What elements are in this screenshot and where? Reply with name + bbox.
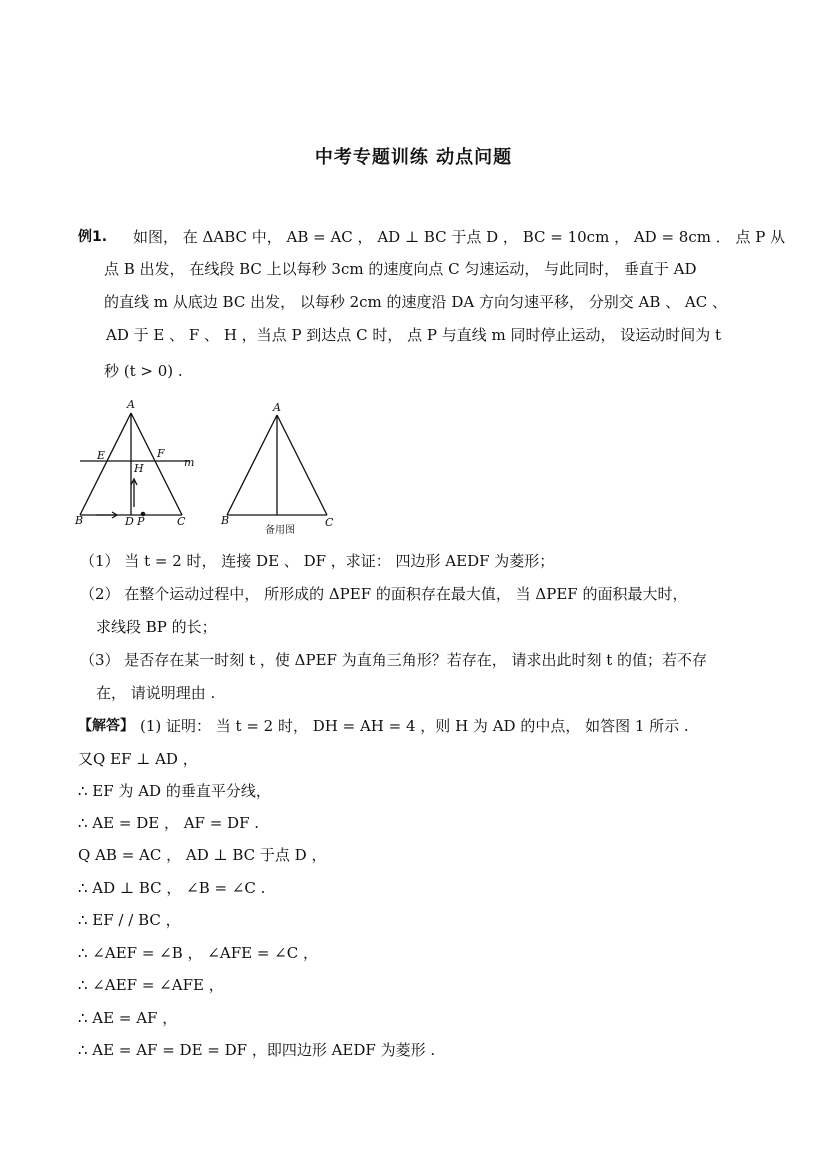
fig1-label-h: H [134, 462, 144, 475]
fig1-label-d: D [125, 515, 134, 528]
figure-1 [70, 395, 205, 530]
solution-line: ∴ AE = AF = DE = DF ，即四边形 AEDF 为菱形 . [78, 1041, 436, 1059]
question-3-cont: 在， 请说明理由 . [96, 684, 216, 702]
question-2: （2） 在整个运动过程中， 所形成的 ΔPEF 的面积存在最大值， 当 ΔPEF 的面积最大时， [80, 585, 688, 603]
problem-line-2: 点 B 出发， 在线段 BC 上以每秒 3cm 的速度向点 C 匀速运动， 与此同时， 垂直于 AD [104, 260, 697, 278]
page-title: 中考专题训练 动点问题 [314, 147, 513, 168]
solution-line: ∴ ∠AEF = ∠AFE ， [78, 976, 224, 994]
problem-line-4: AD 于 E 、 F 、 H ，当点 P 到达点 C 时， 点 P 与直线 m 同时停止运动， 设运动时间为 t [106, 326, 722, 344]
solution-label: 【解答】 [78, 718, 134, 734]
solution-line: ∴ AD ⊥ BC ， ∠B = ∠C . [78, 879, 266, 897]
fig2-caption: 备用图 [265, 525, 295, 536]
example-label: 例1. [78, 229, 108, 245]
problem-line-3: 的直线 m 从底边 BC 出发， 以每秒 2cm 的速度沿 DA 方向匀速平移， 分别交 AB 、 AC 、 [104, 293, 727, 311]
solution-line: ∴ ∠AEF = ∠B ， ∠AFE = ∠C ， [78, 944, 318, 962]
solution-line: ∴ AE = AF ， [78, 1009, 178, 1027]
fig1-label-b: B [75, 514, 84, 527]
figure-2 [215, 395, 345, 540]
question-3: （3） 是否存在某一时刻 t ，使 ΔPEF 为直角三角形？若存在， 请求出此时刻 t 的值；若不存 [80, 651, 708, 669]
fig1-label-a: A [127, 398, 135, 411]
solution-line: ∴ EF / / BC ， [78, 911, 181, 929]
question-2-cont: 求线段 BP 的长； [96, 618, 217, 636]
fig1-label-m: m [184, 456, 195, 469]
fig1-label-c: C [177, 515, 186, 528]
solution-line: ∴ AE = DE ， AF = DF . [78, 814, 260, 832]
fig2-label-c: C [325, 516, 334, 529]
solution-line: 又Q EF ⊥ AD ， [78, 750, 198, 768]
fig2-label-a: A [273, 401, 281, 414]
solution-line: Q AB = AC ， AD ⊥ BC 于点 D ， [78, 846, 327, 864]
solution-line: ∴ EF 为 AD 的垂直平分线， [78, 782, 271, 800]
fig2-side-ab [227, 415, 277, 515]
question-1: （1） 当 t = 2 时， 连接 DE 、 DF ，求证： 四边形 AEDF 为菱形； [80, 552, 555, 570]
side-ab [80, 413, 131, 515]
fig2-label-b: B [221, 514, 230, 527]
fig1-label-f: F [157, 447, 165, 460]
fig1-label-e: E [97, 449, 106, 462]
fig2-side-ac [277, 415, 327, 515]
fig1-label-p: P [137, 515, 145, 528]
solution-first-line: (1) 证明： 当 t = 2 时， DH = AH = 4 ，则 H 为 AD 的中点， 如答图 1 所示 . [140, 717, 689, 735]
problem-line-1: 如图， 在 ΔABC 中， AB = AC ， AD ⊥ BC 于点 D ， BC = 10cm ， AD = 8cm ． 点 P 从 [133, 228, 786, 246]
problem-line-5: 秒 (t > 0) . [104, 362, 183, 380]
